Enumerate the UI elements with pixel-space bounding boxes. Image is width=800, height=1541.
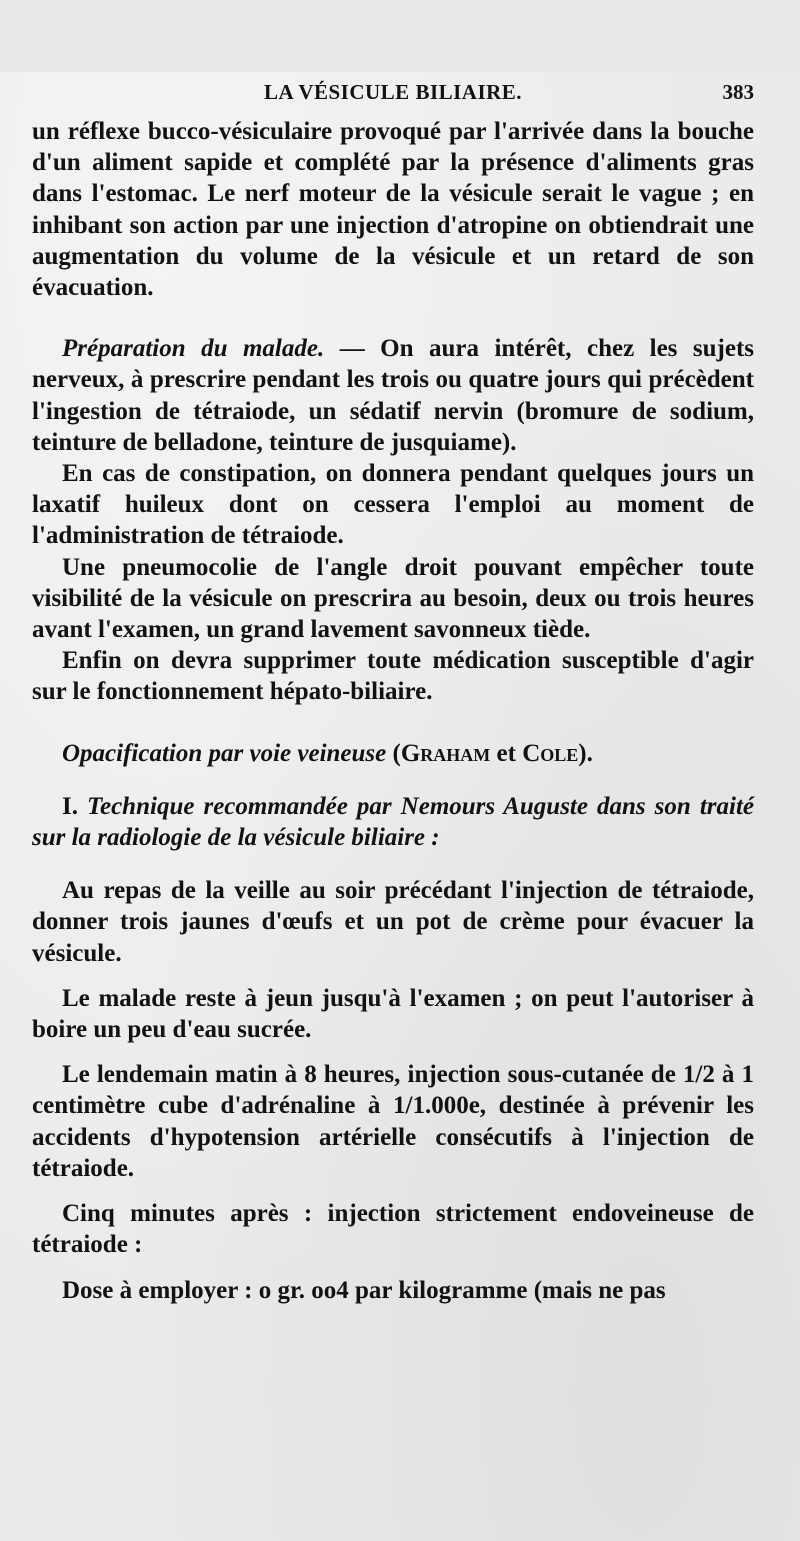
running-title: LA VÉSICULE BILIAIRE. — [263, 80, 523, 104]
paragraph-adrenaline: Le lendemain matin à 8 heures, injection sous-cutanée de 1/2 à 1 centimètre cube d'adrénaline à 1/1.000e, destinée à prévenir les accidents d'hypotension artérielle consécutifs à l'injection de tétraiode. — [32, 1061, 754, 1182]
paragraph-jeun: Le malade reste à jeun jusqu'à l'examen ; on peut l'autoriser à boire un peu d'eau sucrée. — [32, 984, 754, 1044]
heading-technique — [32, 791, 754, 853]
paragraph-dose: Dose à employer : o gr. oo4 par kilogramme (mais ne pas — [62, 1276, 666, 1304]
paragraph-preparation-text: — On aura intérêt, chez les sujets nerveux, à prescrire pendant les trois ou quatre jours qui précèdent l'ingestion de tétraiode, un sédatif nervin (bromure de sodium, teinture de belladone, teinture de jusquiame). — [32, 335, 754, 456]
paragraph-preparation — [32, 333, 754, 458]
paragraph-repas: Au repas de la veille au soir précédant l'injection de tétraiode, donner trois jaunes d'œufs et un pot de crème pour évacuer la vésicule. — [32, 877, 754, 967]
page-body — [32, 116, 754, 1306]
heading-technique-italic: Technique recommandée par Nemours Auguste dans son traité sur la radiologie de la vésicule biliaire : — [32, 792, 754, 852]
heading-technique-number: I. — [62, 792, 88, 820]
page-number: 383 — [722, 80, 754, 104]
paragraph-pneumocolie: Une pneumocolie de l'angle droit pouvant empêcher toute visibilité de la vésicule on prescrira au besoin, deux ou trois heures avant l'examen, un grand lavement savonneux tiède. — [32, 553, 754, 644]
paragraph-constipation: En cas de constipation, on donnera pendant quelques jours un laxatif huileux dont on cessera l'emploi au moment de l'administration de tétraiode. — [32, 460, 754, 550]
heading-opacification — [32, 738, 754, 769]
heading-opacification-italic: Opacification par voie veineuse — [62, 739, 387, 767]
book-page — [0, 72, 800, 1541]
author-graham: Graham — [400, 739, 491, 767]
heading-and: et — [490, 739, 523, 767]
paragraph-injection: Cinq minutes après : injection strictement endoveineuse de tétraiode : — [32, 1200, 754, 1259]
section-lead-preparation: Préparation du malade. — [62, 335, 325, 363]
heading-open-paren: ( — [386, 739, 401, 767]
paragraph-medication: Enfin on devra supprimer toute médication susceptible d'agir sur le fonctionnement hépato-biliaire. — [32, 647, 754, 706]
author-cole: Cole — [522, 739, 579, 767]
running-header — [32, 72, 754, 116]
paragraph-continuation: un réflexe bucco-vésiculaire provoqué par l'arrivée dans la bouche d'un aliment sapide et complété par la présence d'aliments gras dans l'estomac. Le nerf moteur de la vésicule serait le vague ; en inhibant son action par une injection d'atropine on obtiendrait une augmentation du volume de la vésicule et un retard de son évacuation. — [32, 118, 754, 302]
heading-close-paren: ). — [578, 739, 593, 767]
